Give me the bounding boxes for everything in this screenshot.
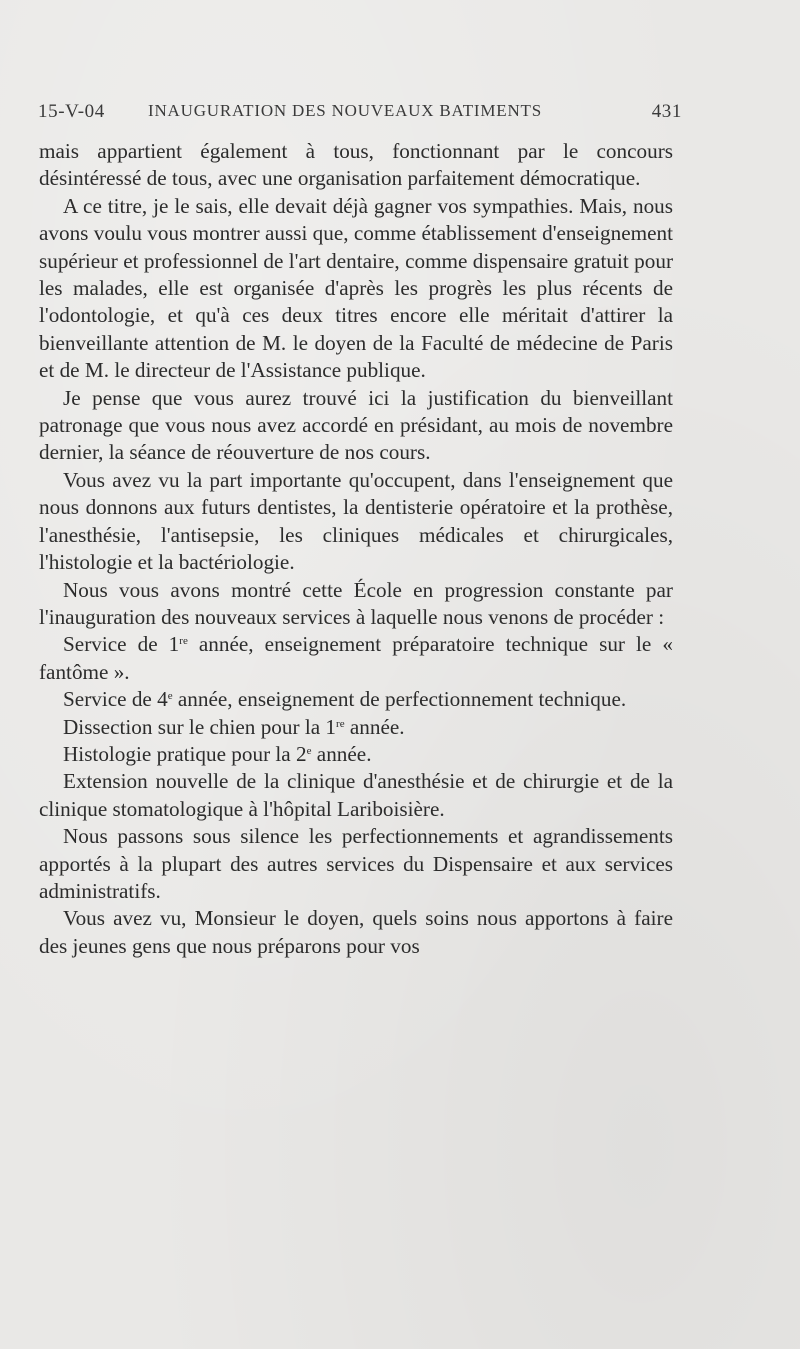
text-run: Histologie pratique pour la 2 xyxy=(63,741,307,766)
text-run: Service de 4 xyxy=(63,687,168,712)
text-run: année. xyxy=(311,741,372,766)
superscript: e xyxy=(167,690,173,703)
header-title: INAUGURATION DES NOUVEAUX BATIMENTS xyxy=(148,101,542,120)
paragraph: Vous avez vu la part importante qu'occupent, dans l'enseignement que nous donnons aux futurs dentistes, la dentisterie opératoire et la prothèse, l'anesthésie, l'antisepsie, les cliniques médicales et chirurgicales, l'histologie et la bactériologie. xyxy=(39,467,673,575)
page-number: 431 xyxy=(651,101,682,122)
paragraph: Vous avez vu, Monsieur le doyen, quels soins nous apportons à faire des jeunes gens que nous préparons pour vos xyxy=(39,906,673,958)
list-paragraph xyxy=(39,741,673,768)
list-paragraph xyxy=(39,686,673,713)
superscript: e xyxy=(306,744,312,757)
paragraph: Je pense que vous aurez trouvé ici la justification du bienveillant patronage que vous nous avez accordé en présidant, au mois de novembre dernier, la séance de réouverture de nos cours. xyxy=(39,385,673,465)
text-run: année. xyxy=(344,714,405,739)
paragraph: A ce titre, je le sais, elle devait déjà gagner vos sympathies. Mais, nous avons voulu vous montrer aussi que, comme établissement d'enseignement supérieur et professionnel de l'art dentaire, comme dispensaire gratuit pour les malades, elle est organisée d'après les progrès les plus récents de l'odontologie, et qu'à ces deux titres encore elle méritait d'attirer la bienveillante attention de M. le doyen de la Faculté de médecine de Paris et de M. le directeur de l'Assistance publique. xyxy=(39,193,674,383)
text-run: année, enseignement préparatoire technique sur le « fantôme ». xyxy=(39,632,674,684)
paragraph: Nous passons sous silence les perfectionnements et agrandissements apportés à la plupart des autres services du Dispensaire et aux services administratifs. xyxy=(39,824,673,903)
text-run: Dissection sur le chien pour la 1 xyxy=(63,714,337,739)
superscript: re xyxy=(179,635,188,648)
paragraph: Extension nouvelle de la clinique d'anesthésie et de chirurgie et de la clinique stomatologique à l'hôpital Lariboisière. xyxy=(39,769,673,821)
paragraph-continued: mais appartient également à tous, fonctionnant par le concours désintéressé de tous, avec une organisation parfaitement démocratique. xyxy=(39,139,673,191)
running-head xyxy=(38,101,682,127)
text-run: année, enseignement de perfectionnement technique. xyxy=(172,687,627,712)
body-text xyxy=(39,138,673,960)
list-paragraph xyxy=(39,631,673,686)
text-run: Service de 1 xyxy=(63,632,180,657)
list-paragraph xyxy=(39,714,673,741)
superscript: re xyxy=(336,717,345,730)
paragraph: Nous vous avons montré cette École en progression constante par l'inauguration des nouveaux services à laquelle nous venons de procéder : xyxy=(39,577,673,629)
header-date: 15-V-04 xyxy=(38,101,105,122)
